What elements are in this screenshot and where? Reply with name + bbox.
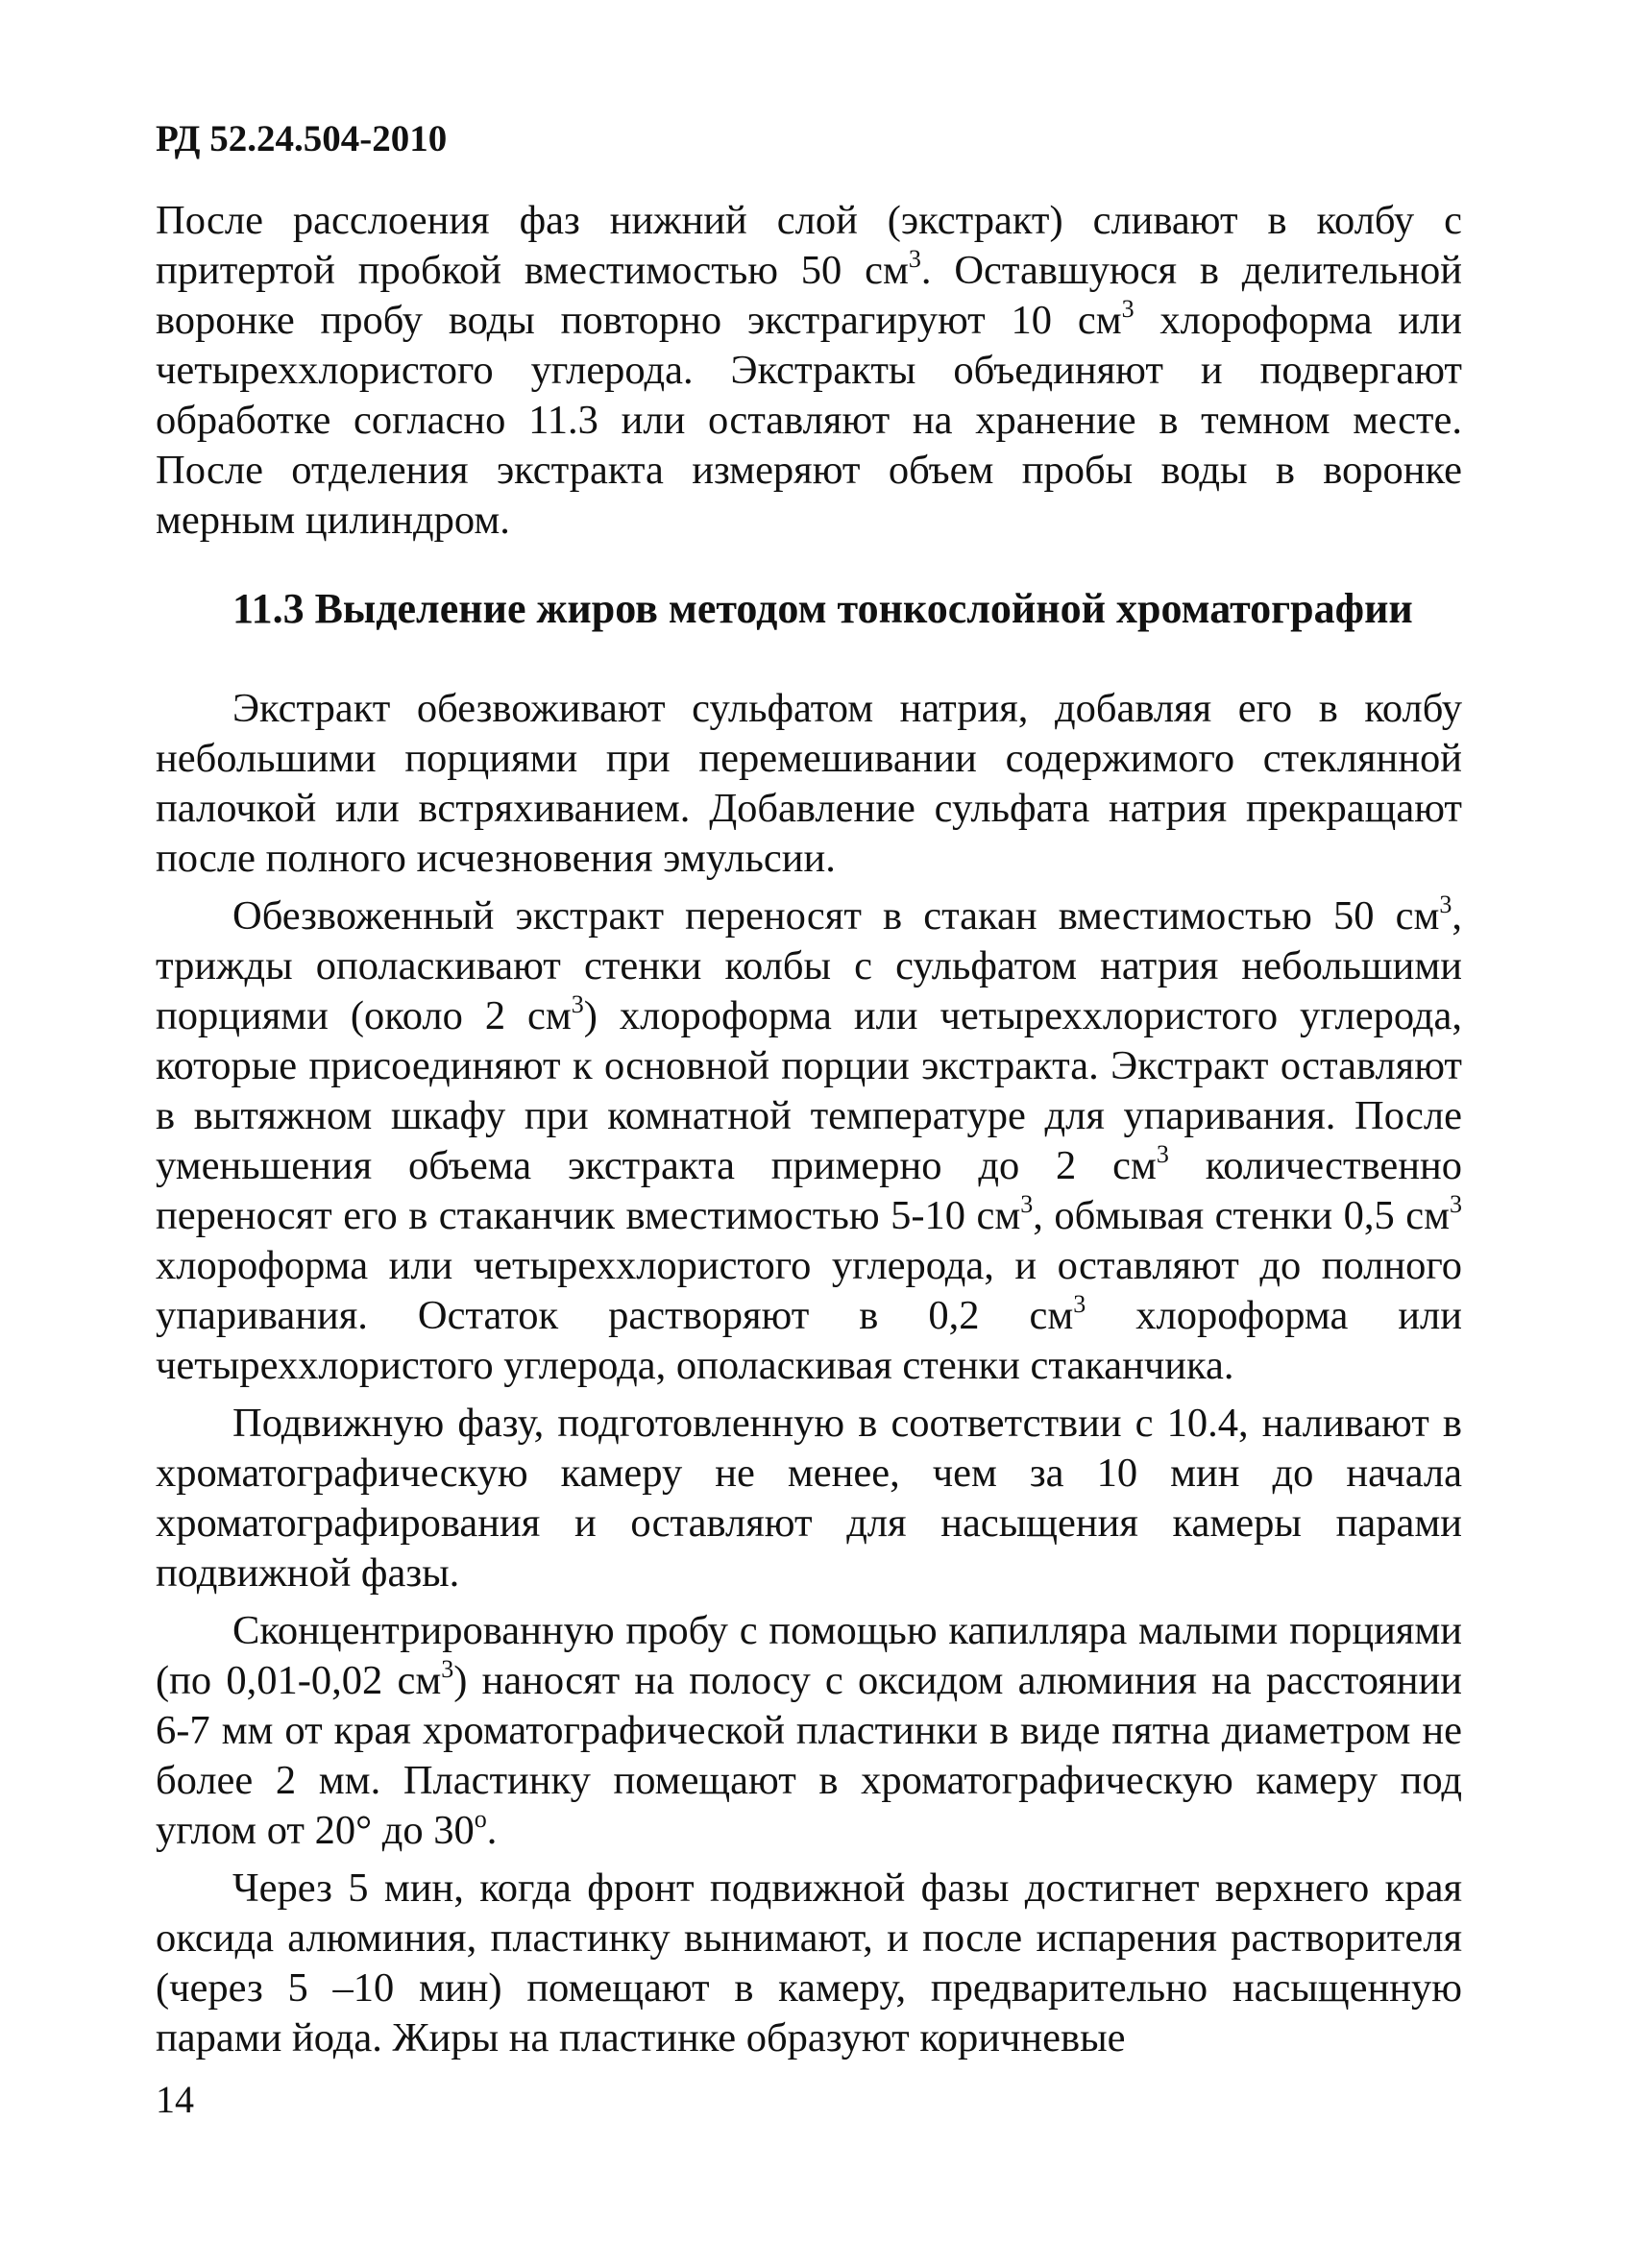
superscript: 3 (441, 1654, 454, 1683)
text-run: , обмывая стенки 0,5 см (1033, 1193, 1450, 1238)
superscript: 3 (908, 244, 921, 273)
section-heading: 11.3 Выделение жиров методом тонкослойной хроматографии (232, 585, 1413, 632)
paragraph-mobile-phase (156, 1399, 1462, 1598)
text-run: . Оставшуюся в делительной воронке пробу воды повторно экстрагируют 10 см (156, 248, 1462, 343)
text-run: Через 5 мин, когда фронт подвижной фазы достигнет верхнего края оксида алюминия, пластинку вынимают, и после испарения растворителя (через 5 –10 мин) помещают в камеру, предварительно насыщенную парами йода. Жиры на пластинке образуют коричневые (156, 1866, 1462, 2061)
text-run: хлороформа или четыреххлористого углерода, и оставляют до полного упаривания. Остаток растворяют в 0,2 см (156, 1243, 1462, 1338)
paragraph-sample-application (156, 1606, 1462, 1856)
text-run: ) хлороформа или четыреххлористого углерода, которые присоединяют к основной порции экстракта. Экстракт оставляют в вытяжном шкафу при комнатной температуре для упаривания. После уменьшения объема экстракта примерно до 2 см (156, 993, 1463, 1188)
text-run: Обезвоженный экстракт переносят в стакан вместимостью 50 см (232, 893, 1440, 939)
text-run: ) наносят на полосу с оксидом алюминия на расстоянии 6-7 мм от края хроматографической пластинки в виде пятна диаметром не более 2 мм. Пластинку помещают в хроматографическую камеру под углом от 20° до 30 (156, 1658, 1462, 1853)
superscript: 3 (1121, 294, 1135, 323)
text-run: После расслоения фаз нижний слой (экстракт) сливают в колбу с притертой пробкой вместимостью 50 см (156, 198, 1462, 293)
text-run: Подвижную фазу, подготовленную в соответствии с 10.4, наливают в хроматографическую камеру не менее, чем за 10 мин до начала хроматографирования и оставляют для насыщения камеры парами подвижной фазы. (156, 1401, 1462, 1596)
superscript: 3 (571, 989, 584, 1018)
superscript: 3 (1073, 1289, 1086, 1318)
text-run: , трижды ополаскивают стенки колбы с сульфатом натрия небольшими порциями (около 2 см (156, 893, 1462, 1038)
document-code-header: РД 52.24.504-2010 (156, 118, 448, 159)
superscript: о (474, 1804, 487, 1833)
document-page (156, 120, 1462, 2063)
text-run: количественно переносят его в стаканчик вместимостью 5-10 см (156, 1143, 1462, 1238)
text-run: Сконцентрированную пробу с помощью капилляра малыми порциями (по 0,01-0,02 см (156, 1608, 1462, 1703)
paragraph-dehydration (156, 684, 1462, 884)
text-run: . (486, 1808, 498, 1853)
superscript: 3 (1450, 1189, 1462, 1218)
text-run: хлороформа или четыреххлористого углерода. Экстракты объединяют и подвергают обработке согласно 11.3 или оставляют на хранение в темном месте. После отделения экстракта измеряют объем пробы воды в воронке мерным цилиндром. (156, 298, 1462, 543)
page-number: 14 (156, 2078, 194, 2121)
superscript: 3 (1020, 1189, 1034, 1218)
text-run: Экстракт обезвоживают сульфатом натрия, добавляя его в колбу небольшими порциями при перемешивании содержимого стеклянной палочкой или встряхиванием. Добавление сульфата натрия прекращают после полного исчезновения эмульсии. (156, 686, 1462, 881)
paragraph-development (156, 1864, 1462, 2063)
superscript: 3 (1156, 1139, 1169, 1168)
text-run: хлороформа или четыреххлористого углерода, ополаскивая стенки стаканчика. (156, 1293, 1462, 1388)
superscript: 3 (1439, 890, 1452, 918)
paragraph-extraction (156, 196, 1462, 546)
paragraph-transfer (156, 891, 1462, 1391)
